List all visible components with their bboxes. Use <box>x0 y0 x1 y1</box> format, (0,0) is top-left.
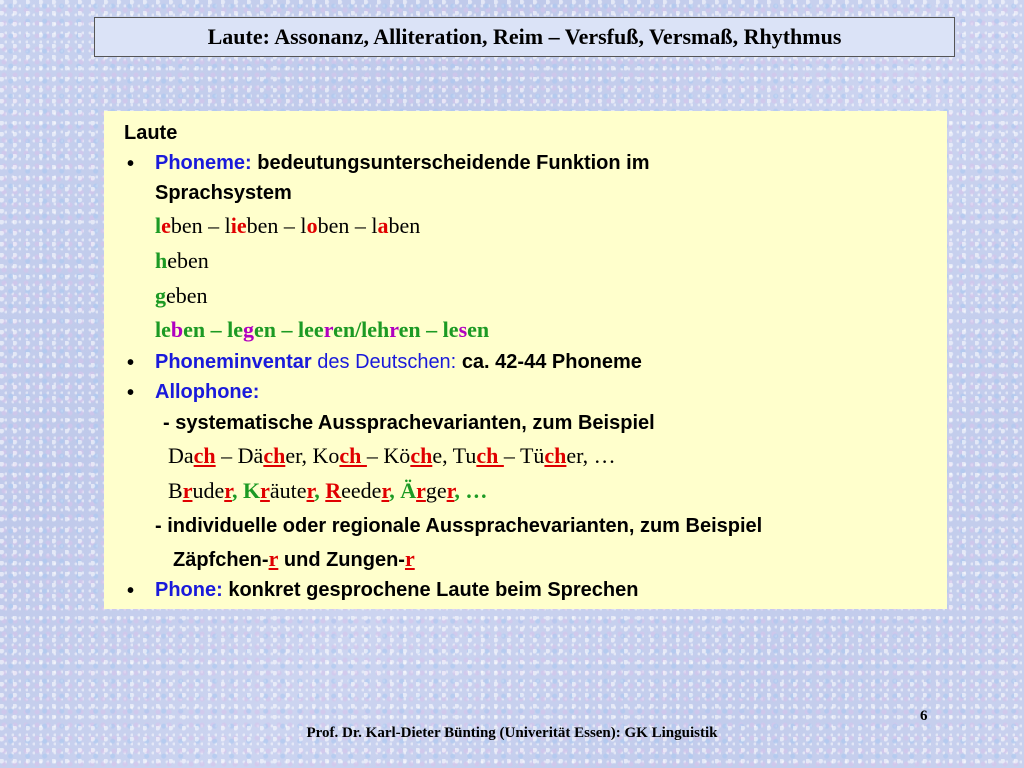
footer-credit: Prof. Dr. Karl-Dieter Bünting (Univerität Essen): GK Linguistik <box>306 725 718 741</box>
phoneme-example-vowels: leben – lieben – loben – laben <box>155 213 421 238</box>
phone-desc: konkret gesprochene Laute beim Sprechen <box>228 579 639 601</box>
slide-title <box>94 17 955 57</box>
bullet-allophone: • <box>127 382 135 404</box>
bullet-phone: • <box>127 580 135 602</box>
phoneme-example-geben: geben <box>155 283 208 308</box>
allophone-regional: - individuelle oder regionale Aussprachevarianten, zum Beispiel <box>155 515 763 537</box>
phoneme-line <box>155 153 650 173</box>
allophone-example-ch: Dach – Dächer, Koch – Köche, Tuch – Tücher, … <box>168 443 616 468</box>
inventar-value: ca. 42-44 Phoneme <box>461 351 642 373</box>
allophone-example-r-variants: Zäpfchen-r und Zungen-r <box>173 546 415 571</box>
inventar-term: Phoneminventar <box>155 351 312 373</box>
phoneme-example-consonants: leben – legen – leeren/lehren – lesen <box>155 317 490 342</box>
allophone-systematic: - systematische Aussprachevarianten, zum Beispiel <box>163 412 655 434</box>
allophone-term: Allophone: <box>155 381 260 403</box>
section-heading: Laute <box>124 122 178 144</box>
phoneme-desc: bedeutungsunterscheidende Funktion im <box>257 152 650 174</box>
inventar-line <box>155 352 642 372</box>
phoneme-term: Phoneme: <box>155 152 252 174</box>
bullet-inventar: • <box>127 352 135 374</box>
phoneme-desc-line2: Sprachsystem <box>155 182 292 204</box>
phone-line <box>155 580 638 600</box>
slide-title-text: Laute: Assonanz, Alliteration, Reim – Versfuß, Versmaß, Rhythmus <box>207 24 842 49</box>
bullet-phoneme: • <box>127 153 135 175</box>
phoneme-example-heben: heben <box>155 248 209 273</box>
allophone-example-r: Bruder, Kräuter, Reeder, Ärger, … <box>168 478 488 503</box>
phone-term: Phone: <box>155 579 223 601</box>
page-number: 6 <box>920 708 928 724</box>
inventar-term-b: des Deutschen: <box>317 351 457 373</box>
